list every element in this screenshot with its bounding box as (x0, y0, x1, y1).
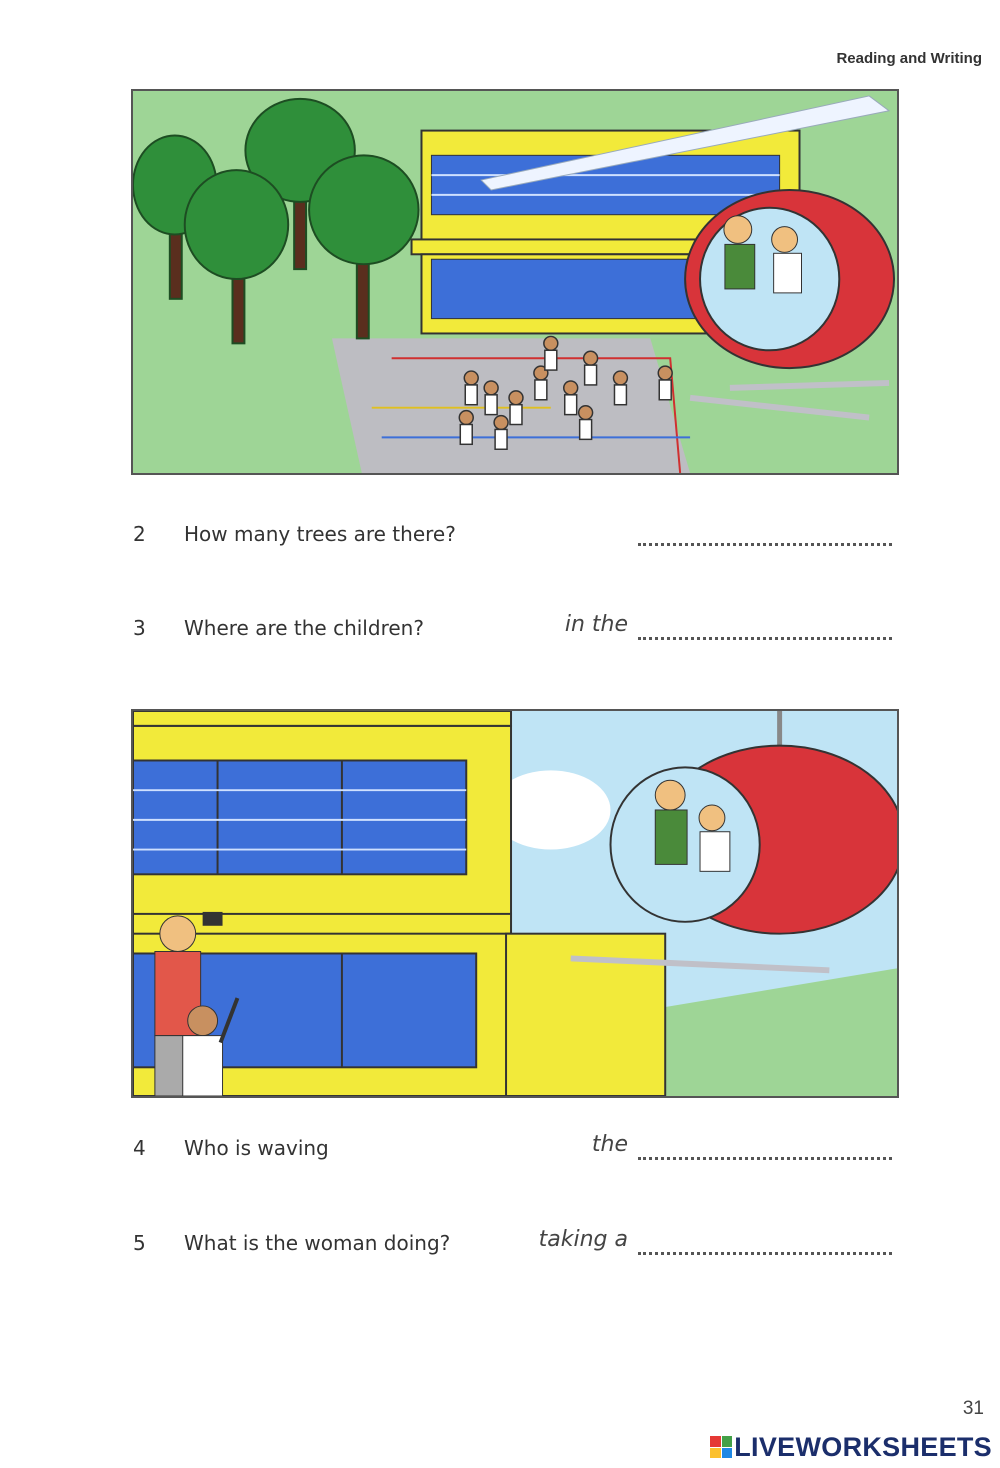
brand-name: LIVEWORKSHEETS (734, 1431, 992, 1462)
question-3 (0, 610, 1000, 650)
question-4 (0, 1130, 1000, 1170)
question-5 (0, 1225, 1000, 1265)
page-number: 31 (962, 1398, 984, 1419)
question-text: Where are the children? (184, 616, 424, 640)
upper-windows (133, 760, 466, 874)
answer-field[interactable] (638, 1252, 892, 1255)
question-number: 3 (133, 616, 146, 640)
answer-prefix: taking a (538, 1227, 628, 1252)
photo-scene-svg (133, 711, 897, 1096)
camera-icon (203, 912, 223, 926)
liveworksheets-brand[interactable] (710, 1432, 992, 1462)
answer-field[interactable] (638, 1157, 892, 1160)
cockpit (700, 208, 839, 351)
answer-field[interactable] (638, 543, 892, 546)
section-title: Reading and Writing (836, 50, 982, 67)
school-scene-svg (133, 91, 897, 473)
answer-prefix: the (591, 1132, 628, 1157)
question-number: 5 (133, 1231, 146, 1255)
question-text: How many trees are there? (184, 522, 456, 546)
answer-field[interactable] (638, 637, 892, 640)
question-2 (0, 516, 1000, 556)
answer-prefix: in the (564, 612, 628, 637)
liveworksheets-logo-icon (710, 1436, 732, 1458)
illustration-photo-helicopter (131, 709, 899, 1098)
illustration-school-helicopter (131, 89, 899, 475)
question-text: Who is waving (184, 1136, 329, 1160)
question-number: 4 (133, 1136, 146, 1160)
question-text: What is the woman doing? (184, 1231, 451, 1255)
question-number: 2 (133, 522, 146, 546)
